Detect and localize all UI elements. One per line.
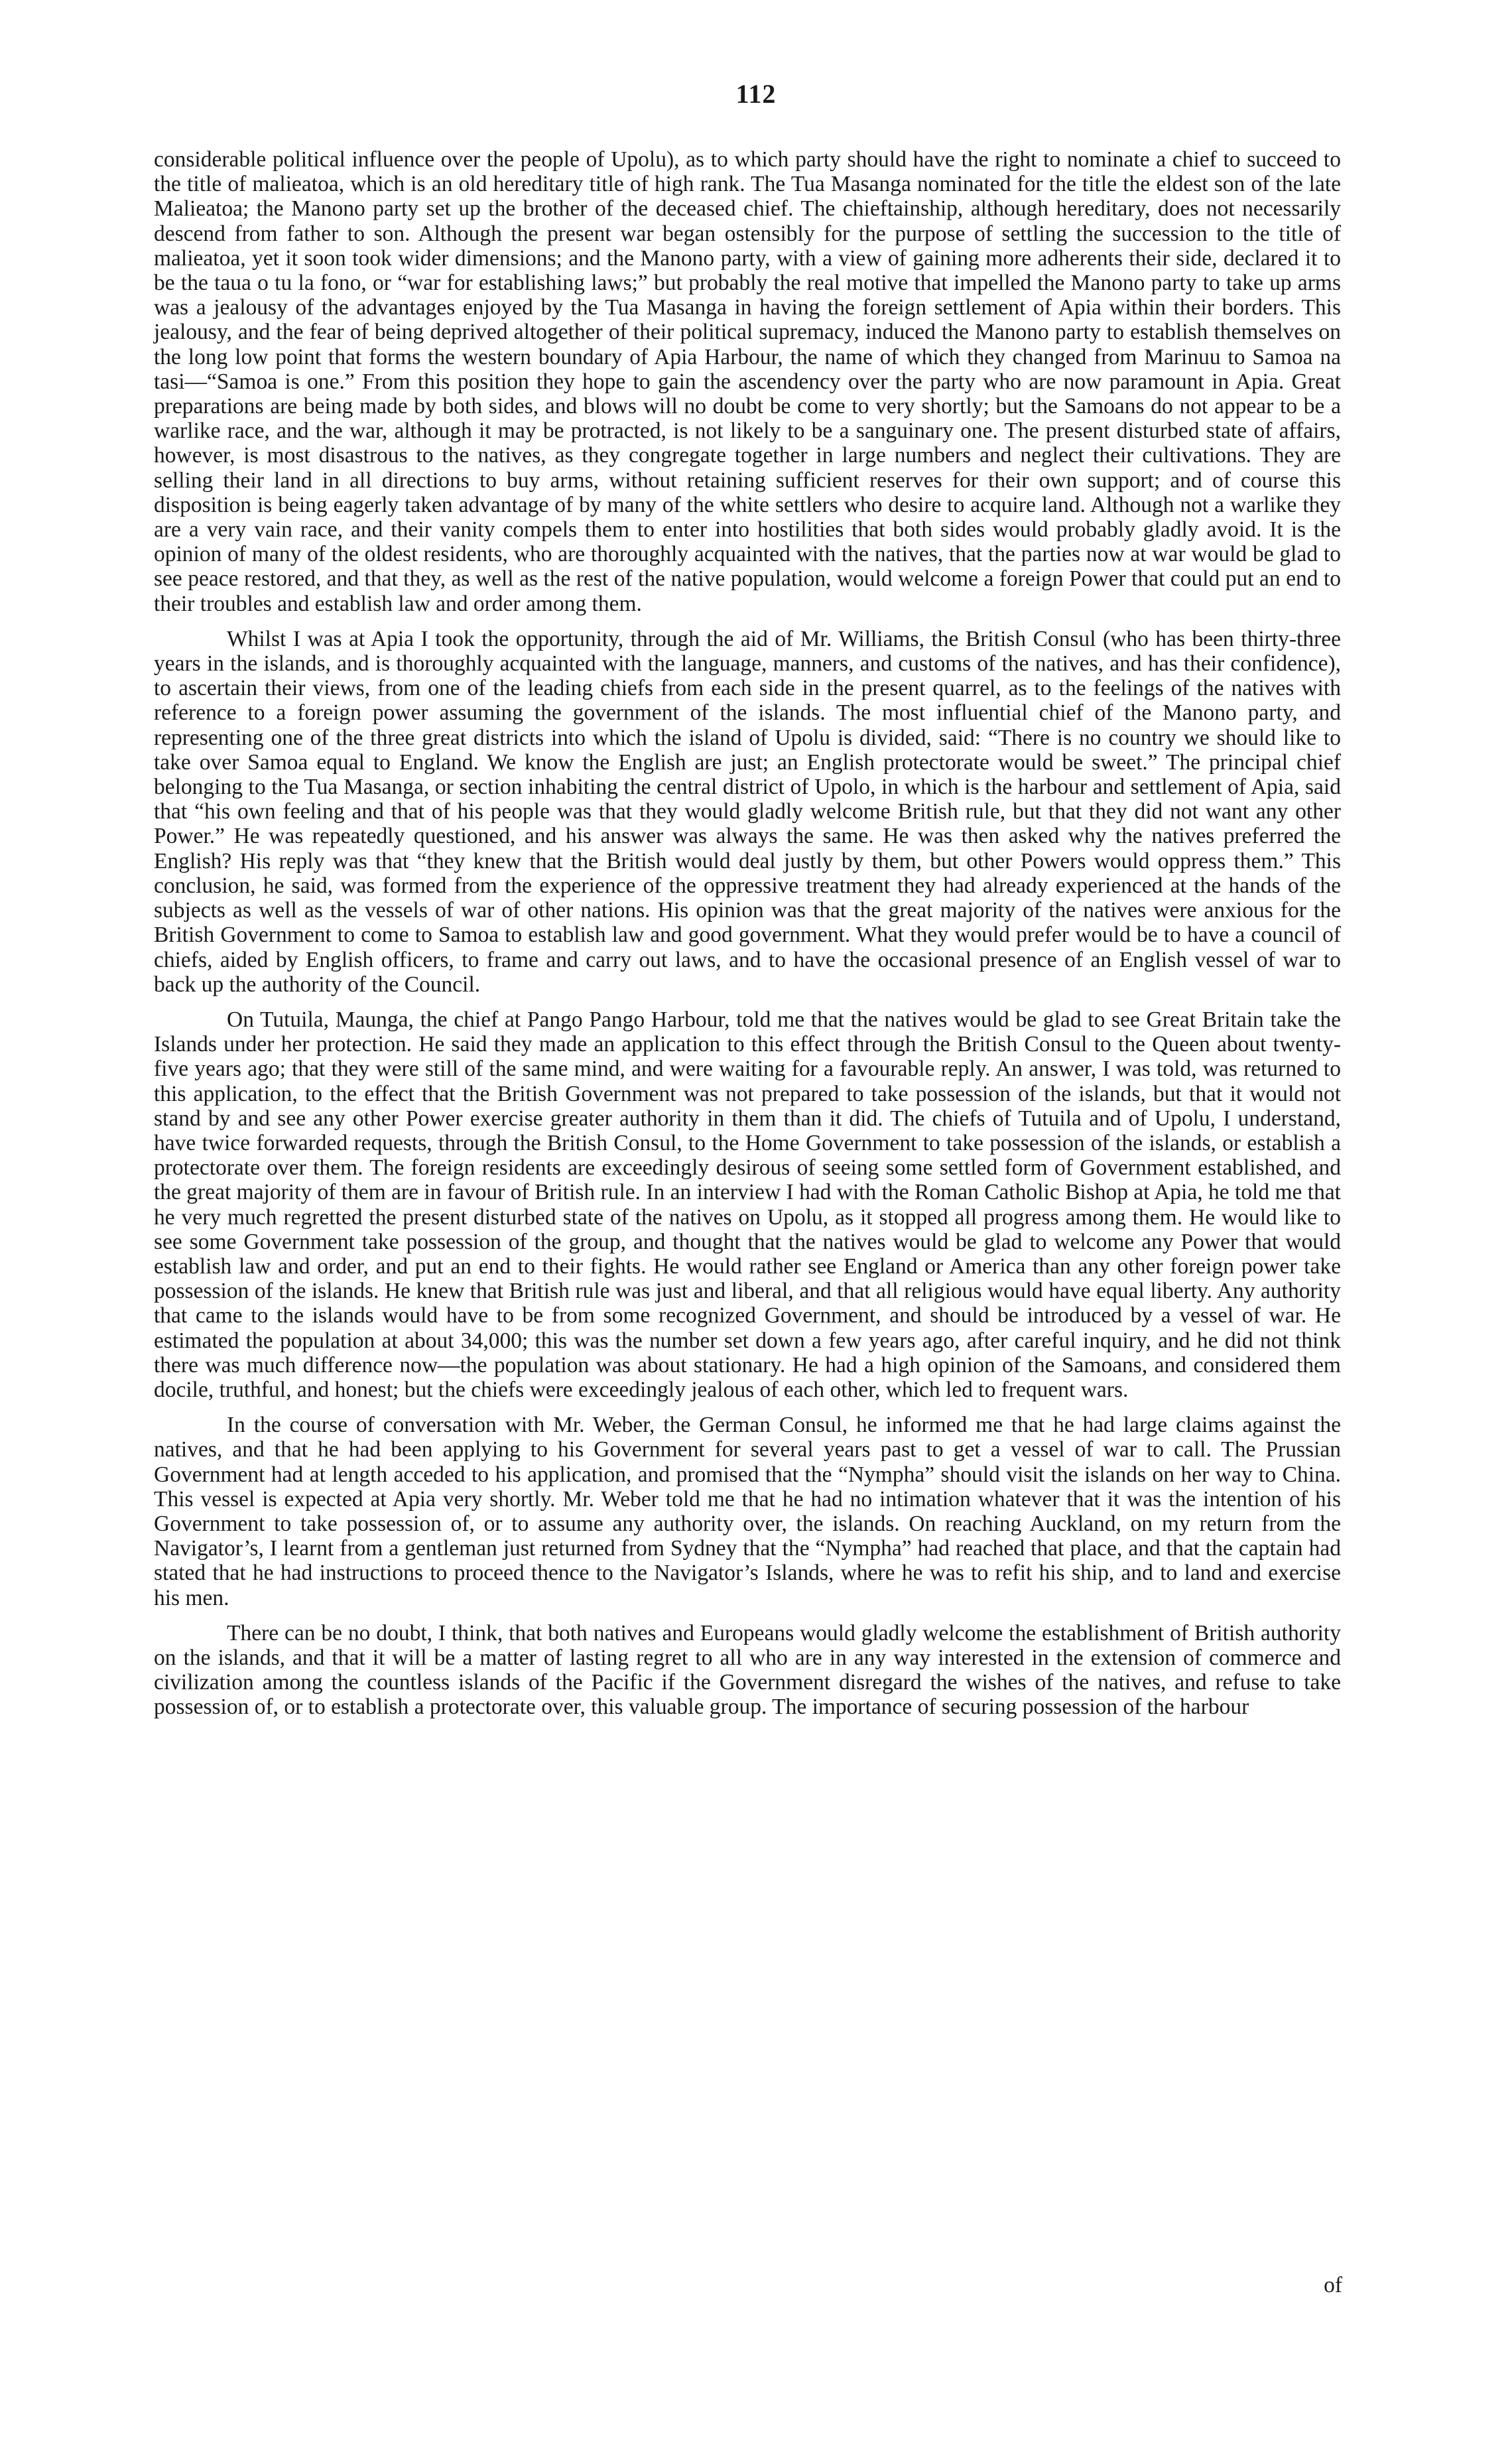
paragraph-german-consul: In the course of conversation with Mr. Weber, the German Consul, he informed me that he had large claims against the natives, and that he had been applying to his Government for several years past to get a vessel of war to call. The Prussian Government had at length acceded to his application, and promised that the “Nympha” should visit the islands on her way to China. This vessel is expected at Apia very shortly. Mr. Weber told me that he had no intimation whatever that it was the intention of his Government to take possession of, or to assume any authority over, the islands. On reaching Auckland, on my return from the Navigator’s, I learnt from a gentleman just returned from Sydney that the “Nympha” had reached that place, and that the captain had stated that he had instructions to proceed thence to the Navigator’s Islands, where he was to refit his ship, and to land and exercise his men.	[154, 1413, 1341, 1610]
catchword: of	[1324, 2273, 1342, 2297]
paragraph-samoan-war: considerable political influence over the people of Upolu), as to which party should have the right to nominate a chief to succeed to the title of malieatoa, which is an old hereditary title of high rank. The Tua Masanga nominated for the title the eldest son of the late Malieatoa; the Manono party set up the brother of the deceased chief. The chieftainship, although hereditary, does not necessarily descend from father to son. Although the present war began ostensibly for the purpose of settling the succession to the title of malieatoa, yet it soon took wider dimensions; and the Manono party, with a view of gaining more adherents their side, declared it to be the taua o tu la fono, or “war for establishing laws;” but probably the real motive that impelled the Manono party to take up arms was a jealousy of the advantages enjoyed by the Tua Masanga in having the foreign settlement of Apia within their borders. This jealousy, and the fear of being deprived altogether of their political supremacy, induced the Manono party to establish themselves on the long low point that forms the western boundary of Apia Harbour, the name of which they changed from Marinuu to Samoa na tasi—“Samoa is one.” From this position they hope to gain the ascendency over the party who are now paramount in Apia. Great preparations are being made by both sides, and blows will no doubt be come to very shortly; but the Samoans do not appear to be a warlike race, and the war, although it may be protracted, is not likely to be a sanguinary one. The present disturbed state of affairs, however, is most disastrous to the natives, as they congregate together in large numbers and neglect their cultivations. They are selling their land in all directions to buy arms, without retaining sufficient reserves for their own support; and of course this disposition is being eagerly taken advantage of by many of the white settlers who desire to acquire land. Although not a warlike they are a very vain race, and their vanity compels them to enter into hostilities that both sides would probably gladly avoid. It is the opinion of many of the oldest residents, who are thoroughly acquainted with the natives, that the parties now at war would be glad to see peace restored, and that they, as well as the rest of the native population, would welcome a foreign Power that could put an end to their troubles and establish law and order among them.	[154, 147, 1341, 616]
page-number: 112	[735, 79, 777, 109]
paragraph-british-authority: There can be no doubt, I think, that both natives and Europeans would gladly welcome the establishment of British authority on the islands, and that it will be a matter of lasting regret to all who are in any way interested in the extension of commerce and civilization among the countless islands of the Pacific if the Government disregard the wishes of the natives, and refuse to take possession of, or to establish a protectorate over, this valuable group. The importance of securing possession of the harbour	[154, 1620, 1341, 1720]
body-text	[154, 147, 1341, 1730]
paragraph-apia-chiefs: Whilst I was at Apia I took the opportunity, through the aid of Mr. Williams, the British Consul (who has been thirty-three years in the islands, and is thoroughly acquainted with the language, manners, and customs of the natives, and has their confidence), to ascertain their views, from one of the leading chiefs from each side in the present quarrel, as to the feelings of the natives with reference to a foreign power assuming the government of the islands. The most influential chief of the Manono party, and representing one of the three great districts into which the island of Upolu is divided, said: “There is no country we should like to take over Samoa equal to England. We know the English are just; an English protectorate would be sweet.” The principal chief belonging to the Tua Masanga, or section inhabiting the central district of Upolo, in which is the harbour and settlement of Apia, said that “his own feeling and that of his people was that they would gladly welcome British rule, but that they did not want any other Power.” He was repeatedly questioned, and his answer was always the same. He was then asked why the natives preferred the English? His reply was that “they knew that the British would deal justly by them, but other Powers would oppress them.” This conclusion, he said, was formed from the experience of the oppressive treatment they had already experienced at the hands of the subjects as well as the vessels of war of other nations. His opinion was that the great majority of the natives were anxious for the British Government to come to Samoa to establish law and good government. What they would prefer would be to have a council of chiefs, aided by English officers, to frame and carry out laws, and to have the occasional presence of an English vessel of war to back up the authority of the Council.	[154, 626, 1341, 997]
paragraph-tutuila: On Tutuila, Maunga, the chief at Pango Pango Harbour, told me that the natives would be glad to see Great Britain take the Islands under her protection. He said they made an application to this effect through the British Consul to the Queen about twenty-five years ago; that they were still of the same mind, and were waiting for a favourable reply. An answer, I was told, was returned to this application, to the effect that the British Government was not prepared to take possession of the islands, but that it would not stand by and see any other Power exercise greater authority in them than it did. The chiefs of Tutuila and of Upolu, I understand, have twice forwarded requests, through the British Consul, to the Home Government to take possession of the islands, or establish a protectorate over them. The foreign residents are exceedingly desirous of seeing some settled form of Government established, and the great majority of them are in favour of British rule. In an interview I had with the Roman Catholic Bishop at Apia, he told me that he very much regretted the present disturbed state of the natives on Upolu, as it stopped all progress among them. He would like to see some Government take possession of the group, and thought that the natives would be glad to welcome any Power that would establish law and order, and put an end to their fights. He would rather see England or America than any other foreign power take possession of the islands. He knew that British rule was just and liberal, and that all religious would have equal liberty. Any authority that came to the islands would have to be from some recognized Government, and should be introduced by a vessel of war. He estimated the population at about 34,000; this was the number set down a few years ago, after careful inquiry, and he did not think there was much difference now—the population was about stationary. He had a high opinion of the Samoans, and considered them docile, truthful, and honest; but the chiefs were exceedingly jealous of each other, which led to frequent wars.	[154, 1007, 1341, 1402]
